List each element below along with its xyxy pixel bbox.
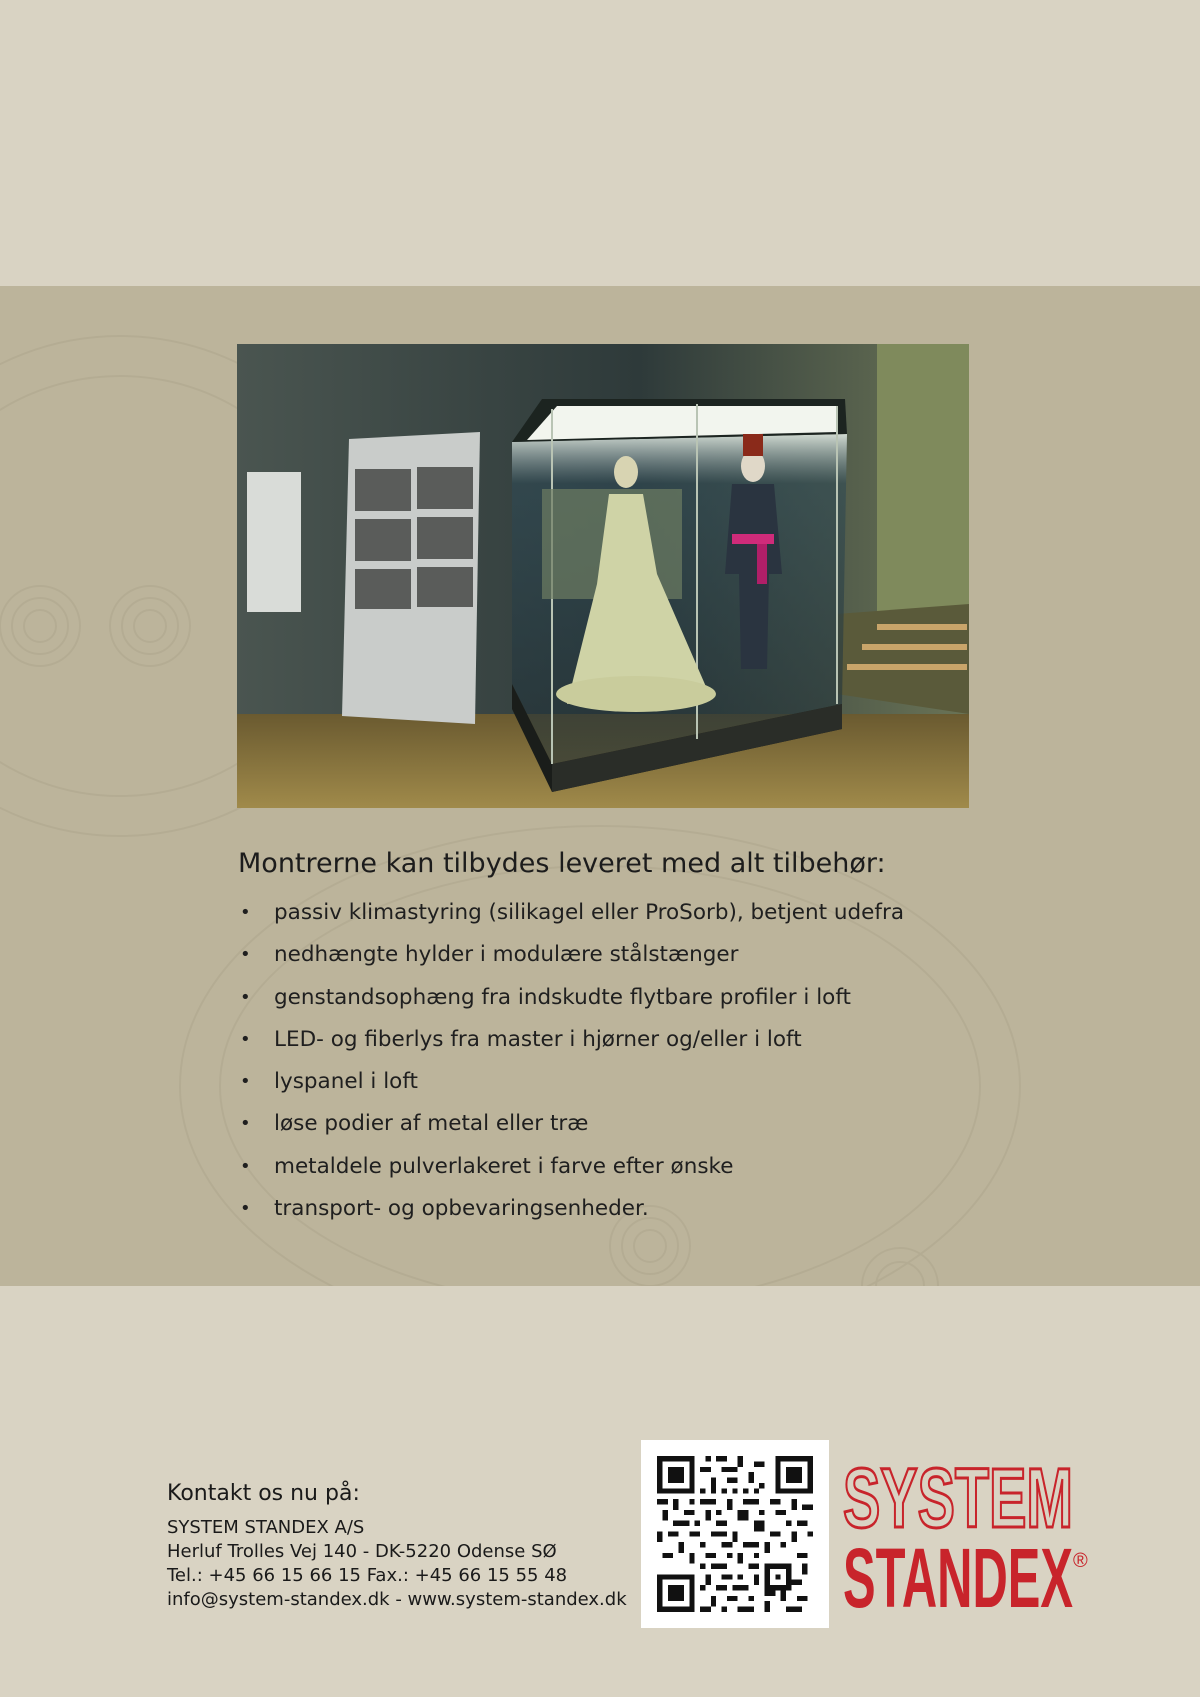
list-item <box>238 892 1038 934</box>
content-band <box>0 286 1200 1286</box>
bullet-icon: • <box>240 986 251 1008</box>
feature-text: transport- og opbevaringsenheder. <box>274 1196 649 1222</box>
feature-text: lyspanel i loft <box>274 1069 418 1095</box>
bullet-icon: • <box>240 902 251 923</box>
qr-code[interactable] <box>641 1440 829 1628</box>
bullet-icon: • <box>240 1155 251 1177</box>
bullet-icon: • <box>240 1113 251 1135</box>
bullet-icon: • <box>240 1028 251 1050</box>
logo-line-1: SYSTEM <box>843 1455 1073 1545</box>
system-standex-logo[interactable] <box>843 1455 1093 1615</box>
bullet-icon: • <box>240 1198 251 1220</box>
registered-mark: ® <box>1073 1550 1088 1572</box>
bullet-icon: • <box>240 1071 251 1093</box>
logo-graphic <box>843 1455 1093 1615</box>
list-item <box>238 1146 1038 1188</box>
contact-block <box>167 1481 637 1612</box>
company-address: Herluf Trolles Vej 140 - DK-5220 Odense SØ <box>167 1541 557 1562</box>
feature-text: passiv klimastyring (silikagel eller ProSorb), betjent udefra <box>274 900 904 925</box>
logo-line-2: STANDEX <box>843 1531 1073 1615</box>
feature-text: metaldele pulverlakeret i farve efter ønske <box>274 1153 734 1179</box>
list-item <box>238 1019 1038 1061</box>
features-list <box>238 892 1038 1230</box>
museum-display-case-photo <box>237 344 969 808</box>
list-item <box>238 1103 1038 1145</box>
company-name: SYSTEM STANDEX A/S <box>167 1517 365 1538</box>
email-website: info@system-standex.dk - www.system-standex.dk <box>167 1589 627 1610</box>
list-item <box>238 977 1038 1019</box>
display-case-illustration <box>237 344 969 808</box>
features-heading: Montrerne kan tilbydes leveret med alt tilbehør: <box>238 848 886 879</box>
list-item <box>238 934 1038 976</box>
list-item <box>238 1188 1038 1230</box>
list-item <box>238 1061 1038 1103</box>
feature-text: genstandsophæng fra indskudte flytbare profiler i loft <box>274 984 851 1010</box>
phone-fax: Tel.: +45 66 15 66 15 Fax.: +45 66 15 55 48 <box>167 1565 568 1586</box>
feature-text: løse podier af metal eller træ <box>274 1111 589 1137</box>
qr-code-icon <box>657 1456 813 1612</box>
bullet-icon: • <box>240 944 251 966</box>
contact-title: Kontakt os nu på: <box>167 1481 360 1506</box>
feature-text: nedhængte hylder i modulære stålstænger <box>274 942 739 968</box>
feature-text: LED- og fiberlys fra master i hjørner og/eller i loft <box>274 1026 802 1052</box>
